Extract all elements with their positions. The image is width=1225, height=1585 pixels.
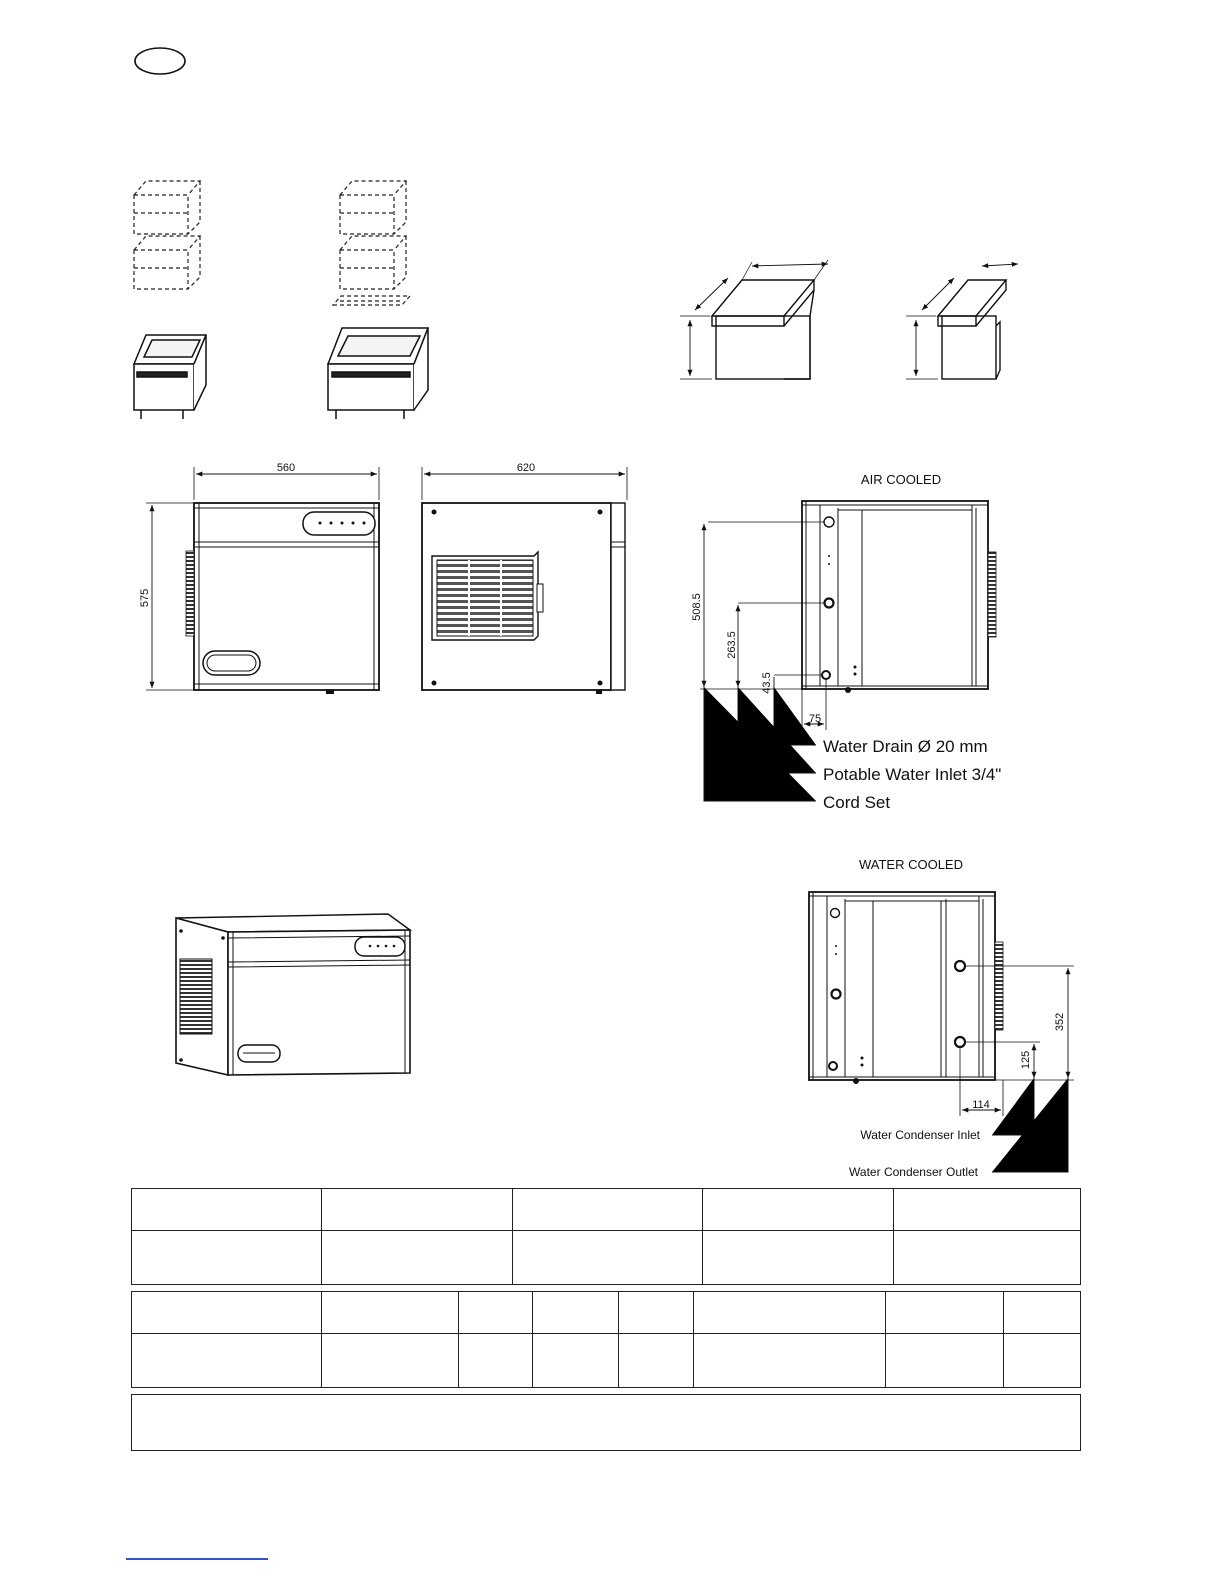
condenser-outlet-label: Water Condenser Outlet (849, 1165, 978, 1179)
dim-cord-height: 508.5 (691, 593, 703, 621)
perspective-view (176, 914, 410, 1075)
stacking-diagram-right (333, 181, 410, 305)
language-badge (135, 48, 185, 74)
air-cooled-rear-view (700, 501, 996, 801)
dim-wc-outlet-height: 125 (1020, 1050, 1032, 1070)
condenser-inlet-label: Water Condenser Inlet (860, 1128, 980, 1142)
storage-bin-small (134, 335, 206, 419)
dim-wc-offset: 114 (972, 1099, 990, 1111)
dim-drain-height: 43.5 (761, 672, 773, 694)
dim-inlet-height: 263.5 (726, 631, 738, 659)
spec-table-3 (131, 1394, 1081, 1451)
dim-height: 575 (139, 588, 151, 608)
water-drain-label: Water Drain Ø 20 mm (823, 737, 988, 756)
unit-outline-large (680, 260, 828, 379)
air-cooled-title: AIR COOLED (860, 472, 942, 487)
side-view (422, 467, 627, 694)
dim-front-width: 560 (276, 462, 296, 474)
water-inlet-label: Potable Water Inlet 3/4" (823, 765, 1002, 784)
stacking-diagram-left (134, 181, 200, 289)
storage-bin-large (328, 328, 428, 419)
unit-outline-small (906, 264, 1018, 379)
dim-drain-offset: 75 (808, 713, 822, 725)
footer-link-underline (126, 1558, 268, 1560)
front-view (146, 467, 379, 694)
dim-wc-inlet-height: 352 (1054, 1012, 1066, 1032)
spec-table-2 (131, 1291, 1081, 1388)
cord-set-label: Cord Set (823, 793, 891, 812)
spec-table-1 (131, 1188, 1081, 1285)
water-cooled-title: WATER COOLED (858, 857, 964, 872)
dim-side-depth: 620 (516, 462, 536, 474)
